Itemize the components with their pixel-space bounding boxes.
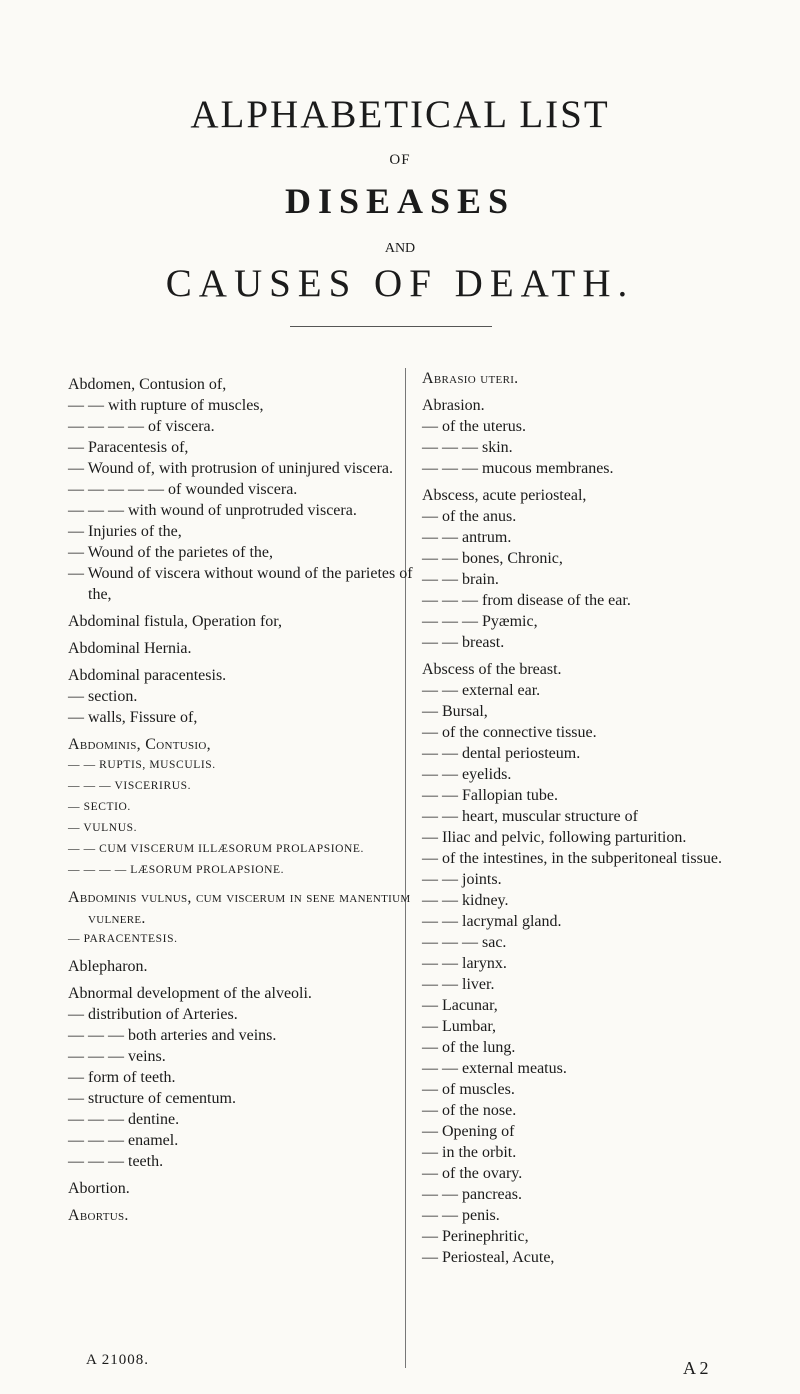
list-entry: Abscess of the breast. [422, 661, 562, 678]
list-entry: Abscess, acute periosteal, [422, 487, 587, 504]
list-entry: Ablepharon. [68, 958, 148, 975]
list-entry: — — — — LÆSORUM PROLAPSIONE. [68, 864, 285, 876]
list-entry: — — — skin. [422, 439, 513, 456]
list-entry: — — — sac. [422, 934, 507, 951]
list-entry: — Perinephritic, [422, 1228, 529, 1245]
list-entry: Abdominal fistula, Operation for, [68, 613, 282, 630]
list-entry: — of the lung. [422, 1039, 516, 1056]
title-line-2: OF [389, 152, 411, 168]
title-line-5: CAUSES OF DEATH. [165, 262, 635, 305]
title-line-3: DISEASES [284, 181, 516, 221]
list-entry: — — dental periosteum. [422, 745, 581, 762]
list-entry: — of the connective tissue. [422, 724, 597, 741]
list-entry: Abdomen, Contusion of, [68, 376, 227, 393]
list-entry: — Lumbar, [422, 1018, 497, 1035]
list-entry: — walls, Fissure of, [68, 709, 198, 726]
list-entry: — — RUPTIS, MUSCULIS. [68, 759, 216, 771]
list-entry: — section. [68, 688, 138, 705]
list-entry: — — lacrymal gland. [422, 913, 562, 930]
title-divider [290, 326, 492, 327]
list-entry: — — CUM VISCERUM ILLÆSORUM PROLAPSIONE. [68, 843, 365, 855]
list-entry: — Wound of the parietes of the, [68, 544, 274, 561]
list-entry: — of the uterus. [422, 418, 526, 435]
list-entry: — — external ear. [422, 682, 541, 699]
list-entry: — — — Pyæmic, [422, 613, 538, 630]
list-entry: — VULNUS. [68, 822, 138, 834]
list-entry: — of the nose. [422, 1102, 517, 1119]
list-entry: — — larynx. [422, 955, 507, 972]
title-line-1: ALPHABETICAL LIST [190, 93, 610, 136]
list-entry: — — — veins. [68, 1048, 166, 1065]
list-entry: — Iliac and pelvic, following parturition. [422, 829, 687, 846]
list-entry: — Bursal, [422, 703, 488, 720]
list-entry: Abdominis vulnus, cum viscerum in sene manentium vulnere. [68, 889, 411, 927]
list-entry: — Lacunar, [422, 997, 498, 1014]
list-entry: — Wound of, with protrusion of uninjured viscera. [68, 460, 394, 477]
list-entry: — — bones, Chronic, [422, 550, 563, 567]
list-entry: — Periosteal, Acute, [422, 1249, 555, 1266]
list-entry: — — Fallopian tube. [422, 787, 558, 804]
list-entry: Abdominis, Contusio, [68, 736, 211, 753]
list-entry: — — eyelids. [422, 766, 512, 783]
list-entry: — — — — — of wounded viscera. [68, 481, 298, 498]
list-entry: — — pancreas. [422, 1186, 522, 1203]
list-entry: Abortus. [68, 1207, 129, 1224]
list-entry: — — liver. [422, 976, 495, 993]
list-entry: — of the ovary. [422, 1165, 523, 1182]
list-entry: — Opening of [422, 1123, 515, 1140]
list-entry: Abortion. [68, 1180, 130, 1197]
list-entry: — — — teeth. [68, 1153, 164, 1170]
list-entry: — in the orbit. [422, 1144, 517, 1161]
title-line-4: AND [384, 241, 416, 256]
list-entry: — of muscles. [422, 1081, 515, 1098]
list-entry: — distribution of Arteries. [68, 1006, 238, 1023]
list-entry: — Wound of viscera without wound of the parietes of the, [68, 565, 413, 603]
list-entry: — — — with wound of unprotruded viscera. [68, 502, 357, 519]
signature-mark: A 21008. [86, 1352, 150, 1368]
left-column [68, 368, 418, 1226]
list-entry: — — joints. [422, 871, 502, 888]
list-entry: Abdominal Hernia. [68, 640, 192, 657]
list-entry: Abrasion. [422, 397, 485, 414]
list-entry: — Injuries of the, [68, 523, 182, 540]
list-entry: — — kidney. [422, 892, 509, 909]
list-entry: — SECTIO. [68, 801, 131, 813]
list-entry: — — breast. [422, 634, 505, 651]
list-entry: Abrasio uteri. [422, 370, 519, 387]
list-entry: — — penis. [422, 1207, 500, 1224]
list-entry: — form of teeth. [68, 1069, 176, 1086]
list-entry: — — — VISCERIRUS. [68, 780, 192, 792]
list-entry: — — brain. [422, 571, 499, 588]
right-column [422, 368, 782, 1268]
list-entry: — — heart, muscular structure of [422, 808, 638, 825]
list-entry: — structure of cementum. [68, 1090, 236, 1107]
list-entry: — — — dentine. [68, 1111, 180, 1128]
list-entry: — — antrum. [422, 529, 512, 546]
list-entry: — of the intestines, in the subperitoneal tissue. [422, 850, 722, 867]
list-entry: — — — both arteries and veins. [68, 1027, 277, 1044]
list-entry: — PARACENTESIS. [68, 933, 178, 945]
list-entry: Abdominal paracentesis. [68, 667, 227, 684]
page-signature: A 2 [683, 1358, 709, 1378]
list-entry: Abnormal development of the alveoli. [68, 985, 312, 1002]
list-entry: — — — enamel. [68, 1132, 179, 1149]
list-entry: — Paracentesis of, [68, 439, 189, 456]
list-entry: — of the anus. [422, 508, 517, 525]
list-entry: — — with rupture of muscles, [68, 397, 264, 414]
list-entry: — — — mucous membranes. [422, 460, 614, 477]
list-entry: — — external meatus. [422, 1060, 567, 1077]
list-entry: — — — — of viscera. [68, 418, 215, 435]
list-entry: — — — from disease of the ear. [422, 592, 631, 609]
